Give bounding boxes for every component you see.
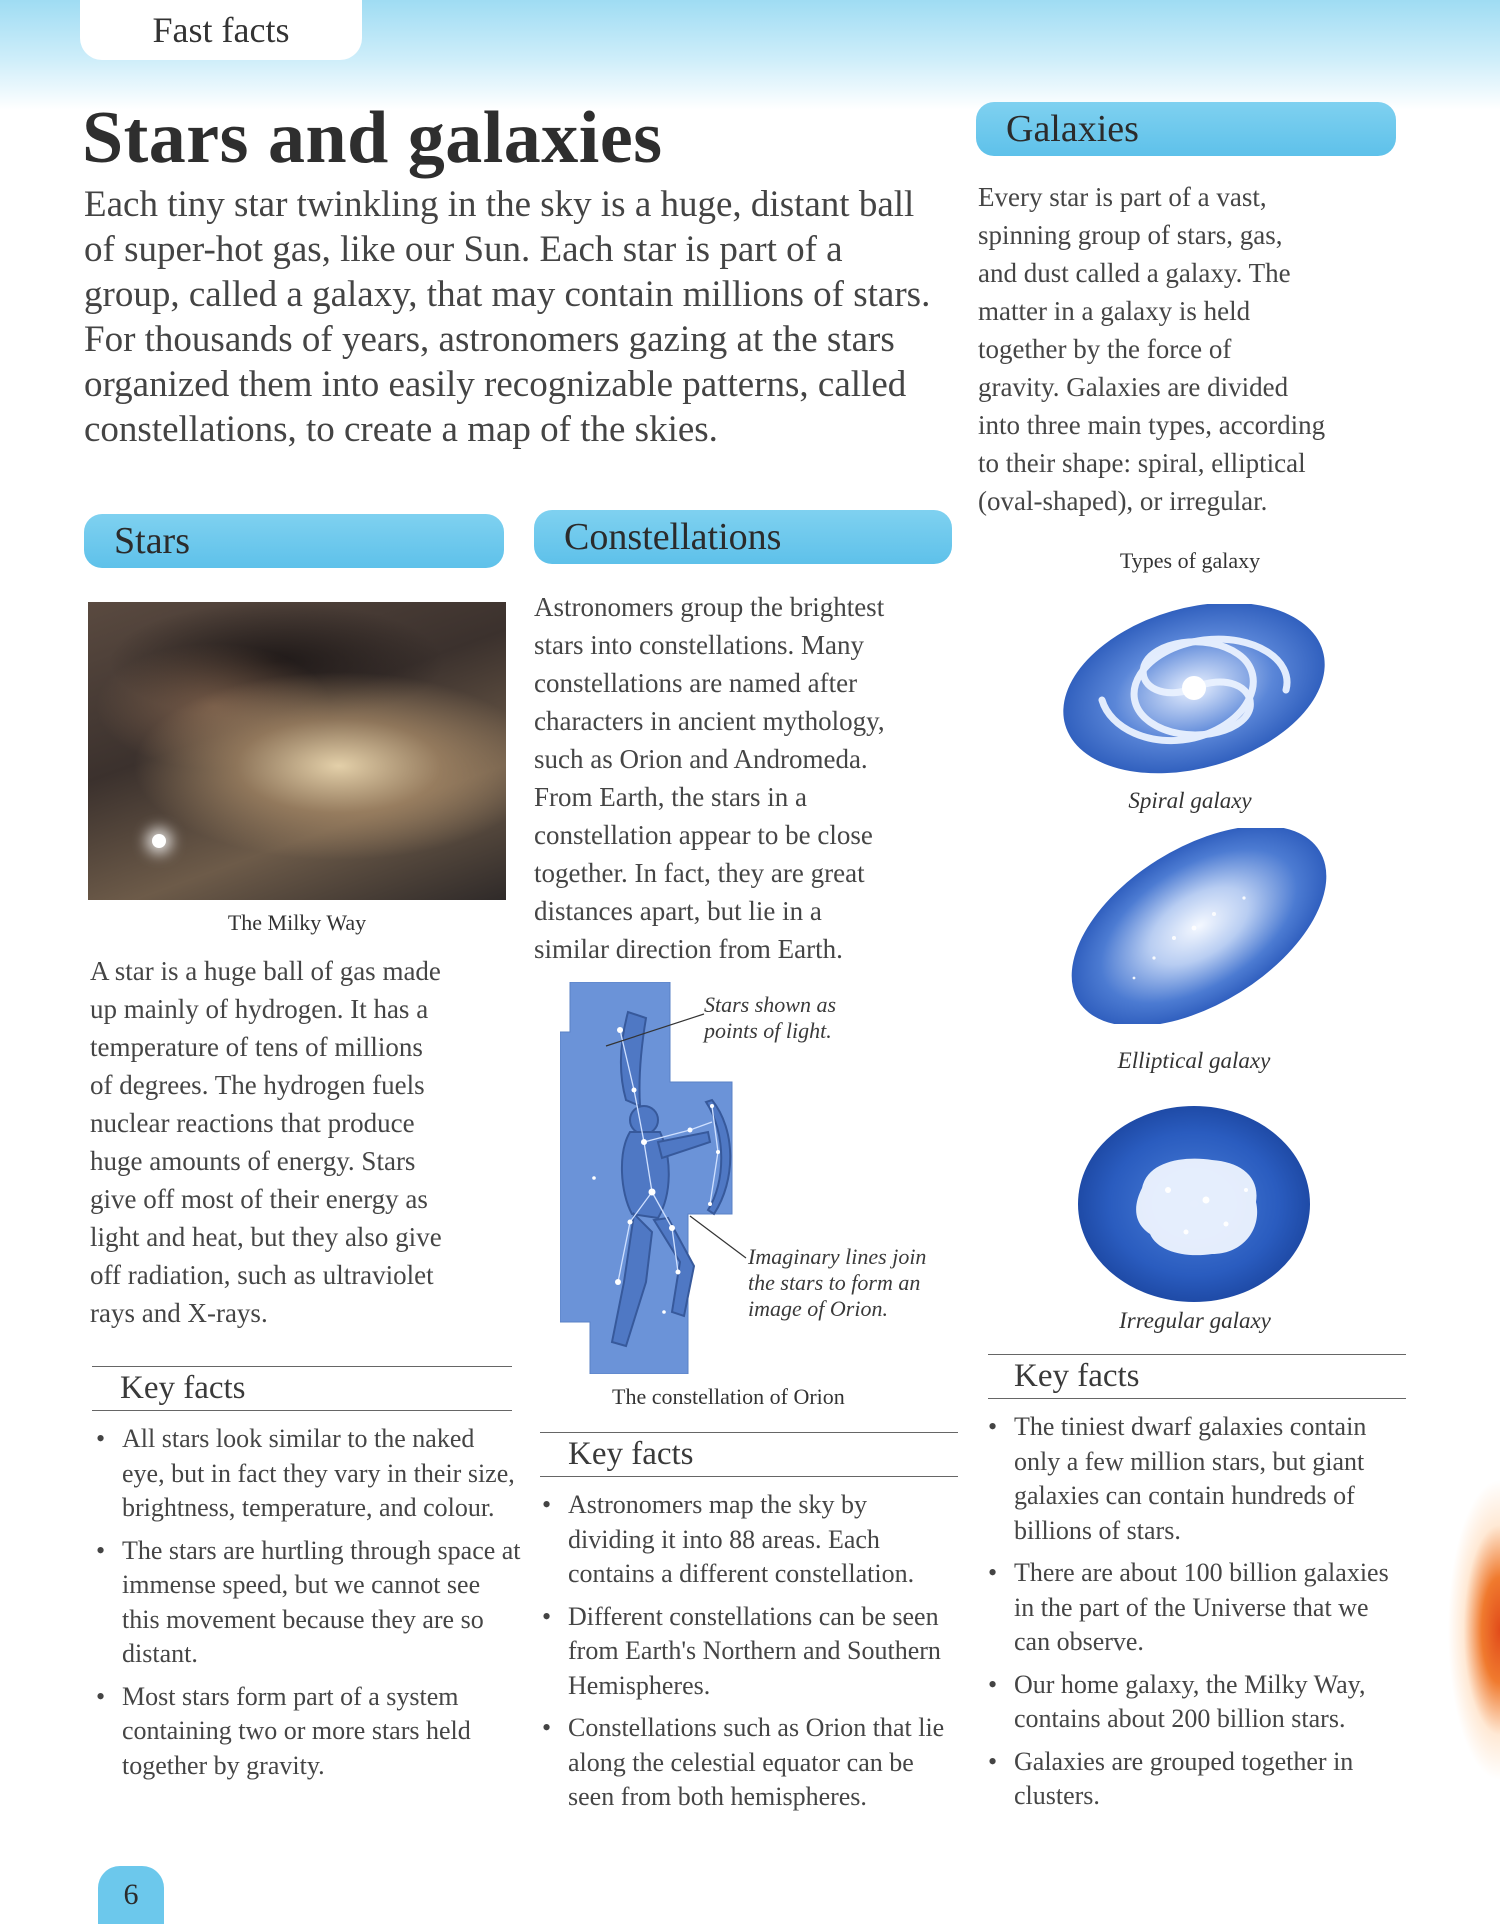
body-line: to their shape: spiral, elliptical bbox=[978, 448, 1306, 478]
body-line: stars into constellations. Many bbox=[534, 630, 864, 660]
list-item: • Astronomers map the sky by dividing it into 88 areas. Each contains a different constellation. bbox=[538, 1488, 958, 1592]
body-line: characters in ancient mythology, bbox=[534, 706, 885, 736]
body-line: constellations are named after bbox=[534, 668, 858, 698]
intro-line: For thousands of years, astronomers gazing at the stars bbox=[84, 319, 895, 360]
list-item: • All stars look similar to the naked eye, but in fact they vary in their size, brightness, temperature, and colour. bbox=[92, 1422, 522, 1526]
body-line: light and heat, but they also give bbox=[90, 1222, 442, 1252]
list-item: • Galaxies are grouped together in clusters. bbox=[984, 1745, 1404, 1814]
intro-line: organized them into easily recognizable patterns, called bbox=[84, 364, 907, 405]
elliptical-galaxy-image bbox=[1054, 828, 1344, 1024]
body-line: up mainly of hydrogen. It has a bbox=[90, 994, 429, 1024]
body-line: constellation appear to be close bbox=[534, 820, 873, 850]
key-facts-rule bbox=[540, 1476, 958, 1477]
intro-paragraph bbox=[84, 182, 964, 452]
body-line: nuclear reactions that produce bbox=[90, 1108, 415, 1138]
body-line: huge amounts of energy. Stars bbox=[90, 1146, 416, 1176]
body-line: and dust called a galaxy. The bbox=[978, 258, 1291, 288]
body-line: matter in a galaxy is held bbox=[978, 296, 1251, 326]
body-line: A star is a huge ball of gas made bbox=[90, 956, 441, 986]
milky-way-caption: The Milky Way bbox=[227, 910, 367, 935]
intro-line: Each tiny star twinkling in the sky is a huge, distant ball bbox=[84, 184, 915, 225]
key-facts-rule bbox=[988, 1398, 1406, 1399]
body-line: of degrees. The hydrogen fuels bbox=[90, 1070, 425, 1100]
stars-body bbox=[90, 952, 520, 1332]
body-line: distances apart, but lie in a bbox=[534, 896, 822, 926]
list-item: • There are about 100 billion galaxies in the part of the Universe that we can observe. bbox=[984, 1556, 1404, 1660]
body-line: (oval-shaped), or irregular. bbox=[978, 486, 1268, 516]
section-tab: Fast facts bbox=[80, 0, 362, 60]
annotation-line: points of light. bbox=[704, 1018, 832, 1043]
list-item: • Constellations such as Orion that lie along the celestial equator can be seen from both hemispheres. bbox=[538, 1711, 958, 1815]
spiral-galaxy-image bbox=[1054, 604, 1334, 774]
constellations-heading: Constellations bbox=[534, 510, 952, 564]
key-facts-rule bbox=[92, 1366, 512, 1367]
intro-line: constellations, to create a map of the skies. bbox=[84, 409, 718, 450]
page-number: 6 bbox=[98, 1866, 164, 1924]
irregular-galaxy-caption: Irregular galaxy bbox=[1119, 1308, 1271, 1333]
sun-edge-decoration bbox=[1448, 1480, 1500, 1780]
key-facts-rule bbox=[988, 1354, 1406, 1355]
stars-key-facts-list bbox=[92, 1422, 522, 1791]
galaxies-heading: Galaxies bbox=[976, 102, 1396, 156]
body-line: give off most of their energy as bbox=[90, 1184, 428, 1214]
elliptical-galaxy-caption: Elliptical galaxy bbox=[1117, 1048, 1271, 1073]
galaxy-types-heading: Types of galaxy bbox=[1119, 548, 1261, 573]
annotation-imaginary-lines bbox=[748, 1244, 926, 1322]
orion-caption: The constellation of Orion bbox=[612, 1384, 845, 1409]
stars-key-facts-heading: Key facts bbox=[120, 1370, 246, 1406]
stars-heading: Stars bbox=[84, 514, 504, 568]
body-line: temperature of tens of millions bbox=[90, 1032, 423, 1062]
list-item: • Our home galaxy, the Milky Way, contains about 200 billion stars. bbox=[984, 1668, 1404, 1737]
constellations-key-facts-heading: Key facts bbox=[568, 1436, 694, 1472]
body-line: such as Orion and Andromeda. bbox=[534, 744, 868, 774]
intro-line: group, called a galaxy, that may contain millions of stars. bbox=[84, 274, 931, 315]
body-line: spinning group of stars, gas, bbox=[978, 220, 1283, 250]
key-facts-rule bbox=[540, 1432, 958, 1433]
galaxies-key-facts-heading: Key facts bbox=[1014, 1358, 1140, 1394]
body-line: rays and X-rays. bbox=[90, 1298, 268, 1328]
galaxies-body bbox=[978, 178, 1398, 520]
page-title: Stars and galaxies bbox=[82, 97, 663, 179]
body-line: together by the force of bbox=[978, 334, 1232, 364]
list-item: • The stars are hurtling through space at immense speed, but we cannot see this movement because they are so distant. bbox=[92, 1534, 522, 1672]
constellations-key-facts-list bbox=[538, 1488, 958, 1823]
body-line: into three main types, according bbox=[978, 410, 1326, 440]
key-facts-rule bbox=[92, 1410, 512, 1411]
body-line: gravity. Galaxies are divided bbox=[978, 372, 1289, 402]
annotation-line: image of Orion. bbox=[748, 1296, 888, 1321]
constellations-body bbox=[534, 588, 964, 968]
list-item: • The tiniest dwarf galaxies contain only a few million stars, but giant galaxies can contain hundreds of billions of stars. bbox=[984, 1410, 1404, 1548]
pointer-line-bottom bbox=[686, 1210, 750, 1290]
body-line: Astronomers group the brightest bbox=[534, 592, 885, 622]
body-line: similar direction from Earth. bbox=[534, 934, 843, 964]
body-line: together. In fact, they are great bbox=[534, 858, 865, 888]
annotation-stars-points bbox=[704, 992, 836, 1044]
body-line: off radiation, such as ultraviolet bbox=[90, 1260, 434, 1290]
spiral-galaxy-caption: Spiral galaxy bbox=[1128, 788, 1252, 813]
annotation-line: the stars to form an bbox=[748, 1270, 921, 1295]
list-item: • Most stars form part of a system containing two or more stars held together by gravity. bbox=[92, 1680, 522, 1784]
irregular-galaxy-image bbox=[1076, 1104, 1312, 1304]
bright-star bbox=[152, 834, 166, 848]
body-line: From Earth, the stars in a bbox=[534, 782, 807, 812]
list-item: • Different constellations can be seen from Earth's Northern and Southern Hemispheres. bbox=[538, 1600, 958, 1704]
intro-line: of super-hot gas, like our Sun. Each star is part of a bbox=[84, 229, 843, 270]
galaxies-key-facts-list bbox=[984, 1410, 1404, 1822]
annotation-line: Imaginary lines join bbox=[748, 1244, 927, 1269]
body-line: Every star is part of a vast, bbox=[978, 182, 1267, 212]
pointer-line-top bbox=[600, 1000, 710, 1060]
milky-way-photo bbox=[88, 602, 506, 900]
annotation-line: Stars shown as bbox=[704, 992, 837, 1017]
